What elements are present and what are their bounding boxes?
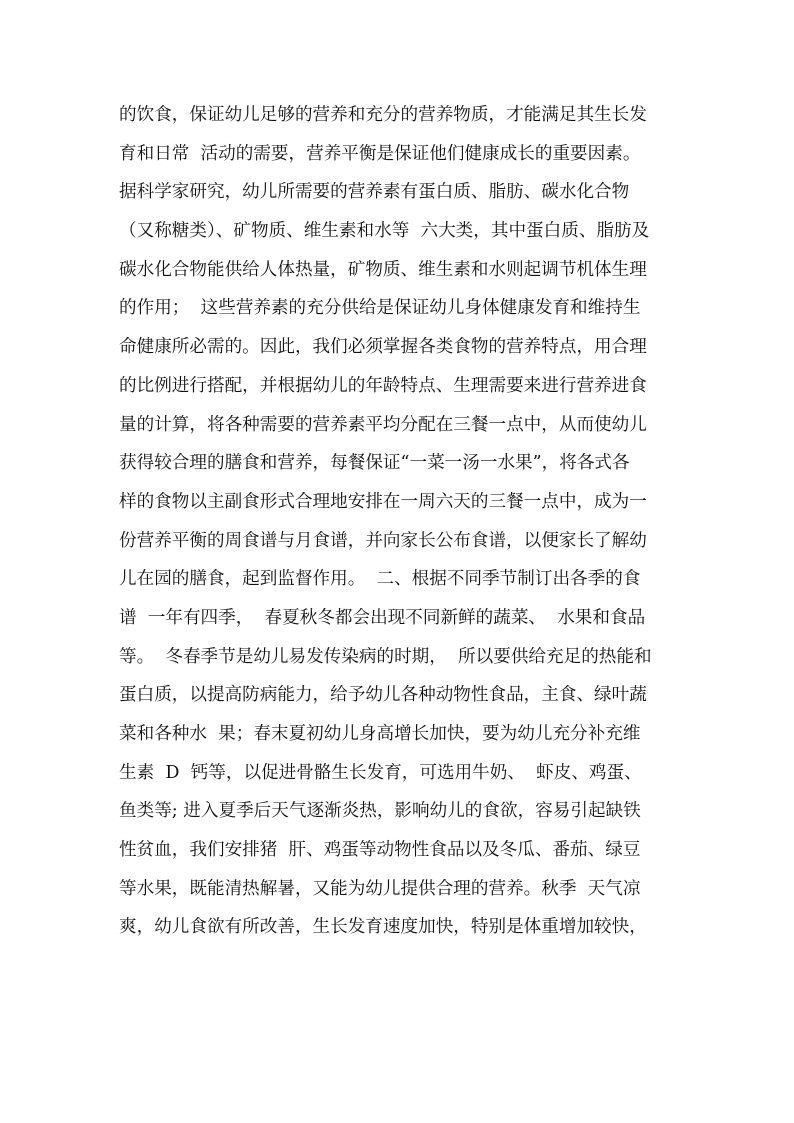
text-line: 生素 D 钙等，以促进骨骼生长发育，可选用牛奶、 虾皮、鸡蛋、 bbox=[119, 762, 642, 783]
text-line: 谱 一年有四季， 春夏秋冬都会出现不同新鲜的蔬菜、 水果和食品 bbox=[119, 607, 646, 628]
text-line: 份营养平衡的周食谱与月食谱，并向家长公布食谱，以便家长了解幼 bbox=[119, 530, 647, 551]
text-line: 鱼类等; 进入夏季后天气逐渐炎热，影响幼儿的食欲，容易引起缺铁 bbox=[119, 801, 641, 822]
text-line: 性贫血，我们安排猪 肝、鸡蛋等动物性食品以及冬瓜、番茄、绿豆 bbox=[119, 840, 641, 861]
text-line: 据科学家研究，幼儿所需要的营养素有蛋白质、脂肪、碳水化合物 bbox=[119, 182, 630, 203]
text-line: 等水果，既能清热解暑，又能为幼儿提供合理的营养。秋季 天气凉 bbox=[119, 878, 641, 899]
text-line: 命健康所必需的。因此，我们必须掌握各类食物的营养特点，用合理 bbox=[119, 337, 647, 358]
text-line: 的饮食，保证幼儿足够的营养和充分的营养物质，才能满足其生长发 bbox=[119, 105, 647, 125]
text-line: 菜和各种水 果；春末夏初幼儿身高增长加快，要为幼儿充分补充维 bbox=[119, 724, 641, 744]
text-line: 样的食物以主副食形式合理地安排在一周六天的三餐一点中，成为一 bbox=[119, 491, 647, 512]
text-line: 量的计算，将各种需要的营养素平均分配在三餐一点中，从而使幼儿 bbox=[119, 414, 647, 435]
text-line: 获得较合理的膳食和营养，每餐保证“一菜一汤一水果”，将各式各 bbox=[119, 453, 630, 474]
text-line: 等。 冬春季节是幼儿易发传染病的时期， 所以要供给充足的热能和 bbox=[119, 646, 652, 667]
body-text bbox=[119, 96, 679, 947]
text-line: 爽，幼儿食欲有所改善，生长发育速度加快，特别是体重增加较快， bbox=[119, 917, 647, 938]
text-line: 碳水化合物能供给人体热量，矿物质、维生素和水则起调节机体生理 bbox=[119, 259, 647, 280]
text-line: 儿在园的膳食，起到监督作用。 二、根据不同季节制订出各季的食 bbox=[119, 569, 641, 590]
text-line: 的作用； 这些营养素的充分供给是保证幼儿身体健康发育和维持生 bbox=[119, 298, 641, 319]
text-line: 蛋白质，以提高防病能力，给予幼儿各种动物性食品，主食、绿叶蔬 bbox=[119, 685, 647, 706]
text-line: 的比例进行搭配，并根据幼儿的年龄特点、生理需要来进行营养进食 bbox=[119, 375, 647, 396]
text-line: （又称糖类）、矿物质、维生素和水等 六大类，其中蛋白质、脂肪及 bbox=[119, 221, 650, 242]
text-line: 育和日常 活动的需要，营养平衡是保证他们健康成长的重要因素。 bbox=[119, 143, 641, 164]
